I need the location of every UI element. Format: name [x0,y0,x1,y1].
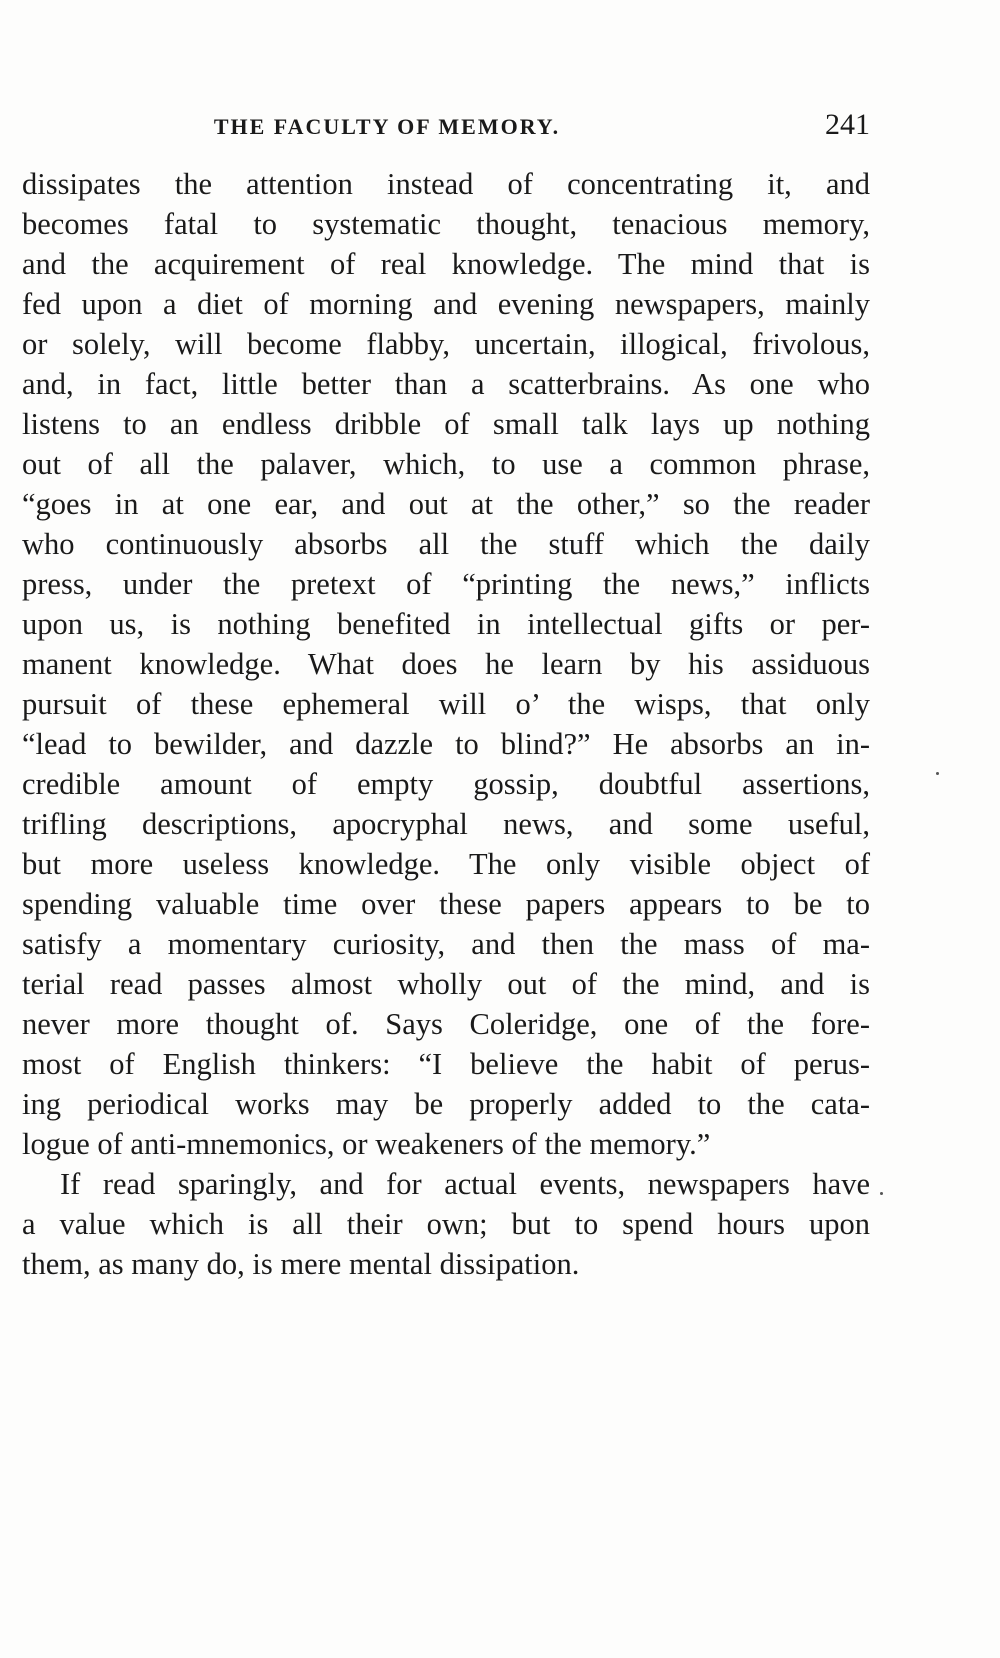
text-line: a value which is all their own; but to spend hours upon [22,1207,870,1241]
text-line: credible amount of empty gossip, doubtful assertions, [22,767,870,801]
text-line: satisfy a momentary curiosity, and then the mass of ma- [22,927,870,961]
text-line: “lead to bewilder, and dazzle to blind?” He absorbs an in- [22,727,870,761]
text-line: becomes fatal to systematic thought, tenacious memory, [22,207,870,241]
text-line: and the acquirement of real knowledge. The mind that is [22,247,870,281]
text-line: pursuit of these ephemeral will o’ the wisps, that only [22,687,870,721]
text-line: press, under the pretext of “printing the news,” inflicts [22,567,870,601]
text-line: ing periodical works may be properly added to the cata- [22,1087,870,1121]
text-line: fed upon a diet of morning and evening newspapers, mainly [22,287,870,321]
scan-speck [880,1192,883,1195]
text-line: but more useless knowledge. The only visible object of [22,847,870,881]
text-line: If read sparingly, and for actual events, newspapers have [60,1167,870,1201]
text-line: manent knowledge. What does he learn by his assiduous [22,647,870,681]
text-line: logue of anti-mnemonics, or weakeners of the memory.” [22,1127,711,1161]
text-line: or solely, will become flabby, uncertain, illogical, frivolous, [22,327,870,361]
text-line: and, in fact, little better than a scatterbrains. As one who [22,367,870,401]
text-line: “goes in at one ear, and out at the other,” so the reader [22,487,870,521]
text-line: out of all the palaver, which, to use a common phrase, [22,447,870,481]
text-line: upon us, is nothing benefited in intellectual gifts or per- [22,607,870,641]
text-line: most of English thinkers: “I believe the habit of perus- [22,1047,870,1081]
text-line: never more thought of. Says Coleridge, one of the fore- [22,1007,870,1041]
text-line: spending valuable time over these papers appears to be to [22,887,870,921]
running-title: THE FACULTY OF MEMORY. [213,114,561,139]
text-line: listens to an endless dribble of small talk lays up nothing [22,407,870,441]
running-head [22,108,870,144]
paragraph-2 [22,1164,870,1284]
scan-speck [936,772,939,775]
text-line: them, as many do, is mere mental dissipation. [22,1247,580,1281]
text-line: terial read passes almost wholly out of the mind, and is [22,967,870,1001]
text-line: trifling descriptions, apocryphal news, and some useful, [22,807,870,841]
page-number: 241 [825,108,870,141]
text-line: dissipates the attention instead of concentrating it, and [22,167,870,201]
text-line: who continuously absorbs all the stuff which the daily [22,527,870,561]
paragraph-1 [22,164,870,1164]
body-text [22,164,870,1284]
